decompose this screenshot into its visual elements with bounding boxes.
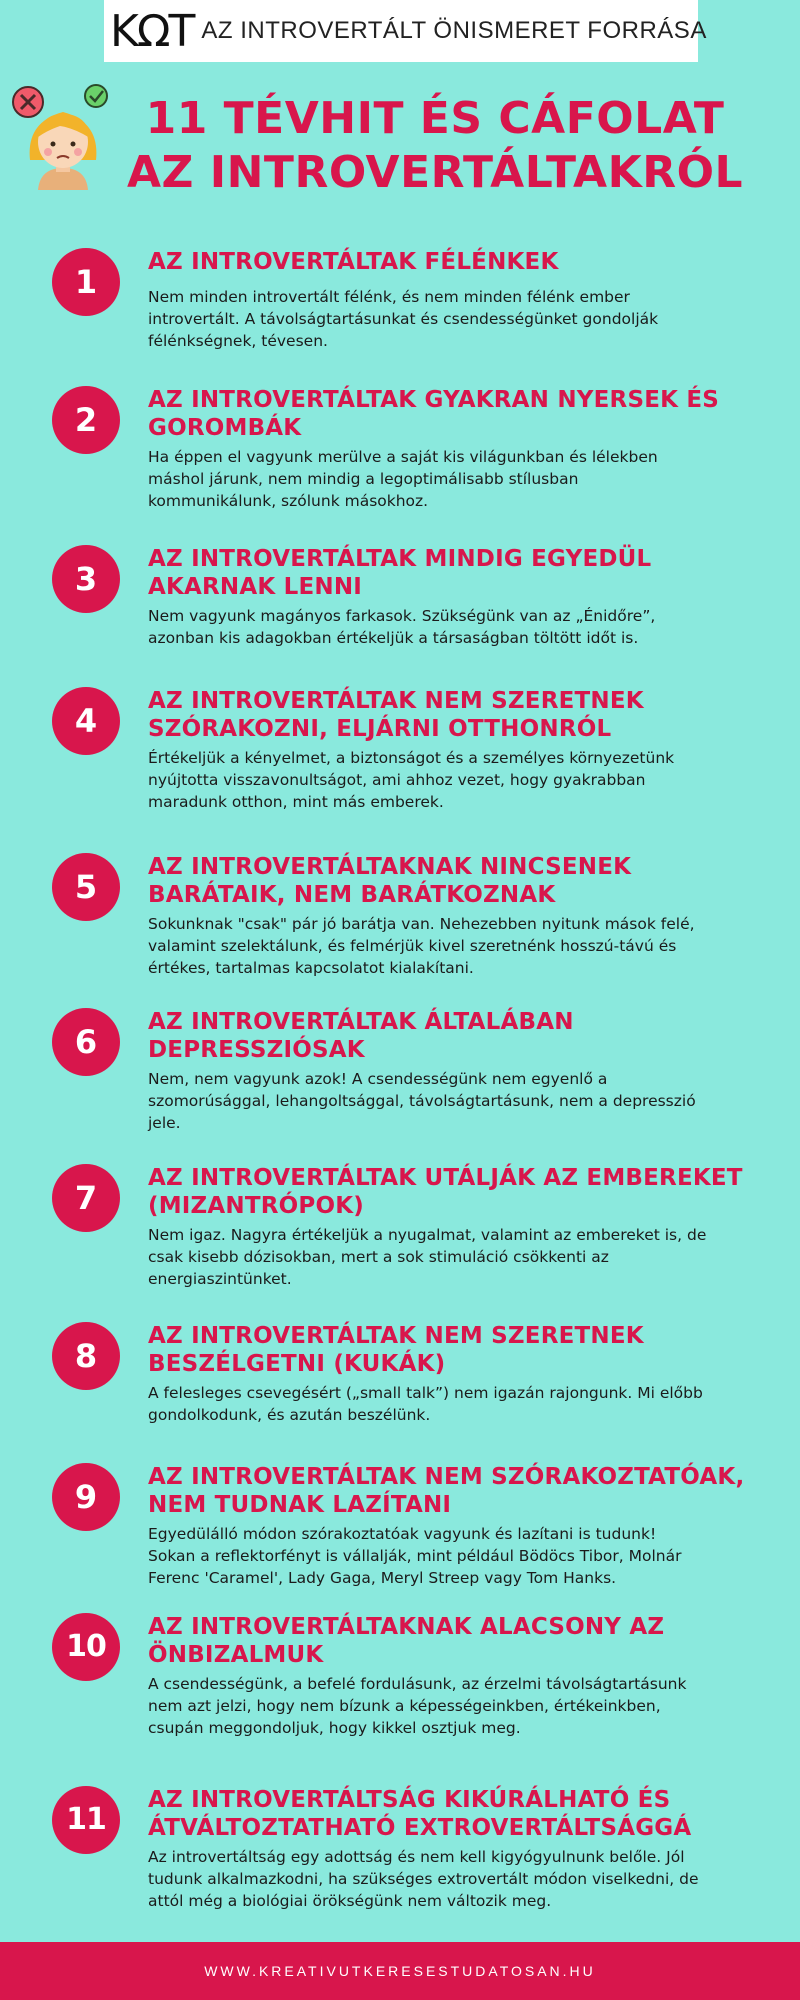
item-title: AZ INTROVERTÁLTSÁG KIKÚRÁLHATÓ ÉS ÁTVÁLTOZTATHATÓ EXTROVERTÁLTSÁGGÁ bbox=[148, 1787, 692, 1841]
page-title bbox=[95, 92, 775, 200]
item-number-badge: 1 bbox=[52, 248, 120, 316]
item-number-badge: 9 bbox=[52, 1463, 120, 1531]
item-text: A csendességünk, a befelé fordulásunk, az érzelmi távolságtartásunk nem azt jelzi, hogy nem bízunk a képességeinkben, értékeinkben, csupán meggondoljuk, hogy kikkel osztjuk meg. bbox=[148, 1675, 687, 1737]
item-title: AZ INTROVERTÁLTAK MINDIG EGYEDÜL AKARNAK LENNI bbox=[148, 546, 652, 600]
item-number-badge: 3 bbox=[52, 545, 120, 613]
item-title: AZ INTROVERTÁLTAK FÉLÉNKEK bbox=[148, 249, 559, 275]
item-number-badge: 10 bbox=[52, 1613, 120, 1681]
item-title: AZ INTROVERTÁLTAK UTÁLJÁK AZ EMBEREKET (MIZANTRÓPOK) bbox=[148, 1165, 743, 1219]
item-number-badge: 5 bbox=[52, 853, 120, 921]
item-text: Az introvertáltság egy adottság és nem kell kigyógyulnunk belőle. Jól tudunk alkalmazkodni, ha szükséges extrovertált módon viselkedni, de attól még a biológiai örökségünk nem változik meg. bbox=[148, 1848, 699, 1910]
item-number-badge: 11 bbox=[52, 1786, 120, 1854]
page-title-line-1: 11 TÉVHIT ÉS CÁFOLAT bbox=[145, 93, 725, 144]
footer-bar bbox=[0, 1942, 800, 2000]
item-title: AZ INTROVERTÁLTAK NEM SZERETNEK BESZÉLGETNI (KUKÁK) bbox=[148, 1323, 644, 1377]
item-text: Sokunknak "csak" pár jó barátja van. Nehezebben nyitunk mások felé, valamint szelektálunk, és felmérjük kivel szeretnénk hosszú-távú és értékes, tartalmas kapcsolatot kialakítani. bbox=[148, 915, 695, 977]
item-title: AZ INTROVERTÁLTAK ÁLTALÁBAN DEPRESSZIÓSAK bbox=[148, 1009, 574, 1063]
item-title: AZ INTROVERTÁLTAKNAK ALACSONY AZ ÖNBIZALMUK bbox=[148, 1614, 665, 1668]
item-text: A felesleges csevegésért („small talk”) nem igazán rajongunk. Mi előbb gondolkodunk, és azután beszélünk. bbox=[148, 1384, 703, 1424]
item-title: AZ INTROVERTÁLTAK GYAKRAN NYERSEK ÉS GOROMBÁK bbox=[148, 387, 720, 441]
item-title: AZ INTROVERTÁLTAK NEM SZÓRAKOZTATÓAK, NEM TUDNAK LAZÍTANI bbox=[148, 1464, 745, 1518]
item-number-badge: 6 bbox=[52, 1008, 120, 1076]
item-title: AZ INTROVERTÁLTAK NEM SZERETNEK SZÓRAKOZNI, ELJÁRNI OTTHONRÓL bbox=[148, 688, 644, 742]
page-title-line-2: AZ INTROVERTÁLTAKRÓL bbox=[126, 147, 744, 198]
item-number-badge: 4 bbox=[52, 687, 120, 755]
logo-tagline: AZ INTROVERTÁLT ÖNISMERET FORRÁSA bbox=[201, 17, 707, 44]
item-number-badge: 2 bbox=[52, 386, 120, 454]
item-title: AZ INTROVERTÁLTAKNAK NINCSENEK BARÁTAIK, NEM BARÁTKOZNAK bbox=[148, 854, 632, 908]
item-text: Egyedülálló módon szórakoztatóak vagyunk és lazítani is tudunk! Sokan a reflektorfényt is vállalják, mint például Bödöcs Tibor, Molnár Ferenc 'Caramel', Lady Gaga, Meryl Streep vagy Tom Hanks. bbox=[148, 1525, 682, 1587]
logo-mark: KΩT bbox=[110, 5, 194, 57]
header-logo-bar bbox=[104, 0, 707, 62]
footer-website-url[interactable]: WWW.KREATIVUTKERESESTUDATOSAN.HU bbox=[204, 1963, 596, 1979]
item-text: Nem vagyunk magányos farkasok. Szükségünk van az „Énidőre”, azonban kis adagokban értékeljük a társaságban töltött időt is. bbox=[148, 607, 656, 647]
item-text: Nem, nem vagyunk azok! A csendességünk nem egyenlő a szomorúsággal, lehangoltsággal, távolságtartásunk, nem a depresszió jele. bbox=[148, 1070, 696, 1132]
item-text: Ha éppen el vagyunk merülve a saját kis világunkban és lélekben máshol járunk, nem mindig a legoptimálisabb stílusban kommunikálunk, szólunk másokhoz. bbox=[148, 448, 658, 510]
item-text: Nem igaz. Nagyra értékeljük a nyugalmat, valamint az embereket is, de csak kisebb dózisokban, mert a sok stimuláció csökkenti az energiaszintünket. bbox=[148, 1226, 707, 1288]
item-text: Nem minden introvertált félénk, és nem minden félénk ember introvertált. A távolságtartásunkat és csendességünket gondolják félénkségnek, tévesen. bbox=[148, 288, 659, 350]
item-text: Értékeljük a kényelmet, a biztonságot és a személyes környezetünk nyújtotta visszavonultságot, ami ahhoz vezet, hogy gyakrabban maradunk otthon, mint más emberek. bbox=[148, 749, 675, 811]
item-number-badge: 7 bbox=[52, 1164, 120, 1232]
item-number-badge: 8 bbox=[52, 1322, 120, 1390]
